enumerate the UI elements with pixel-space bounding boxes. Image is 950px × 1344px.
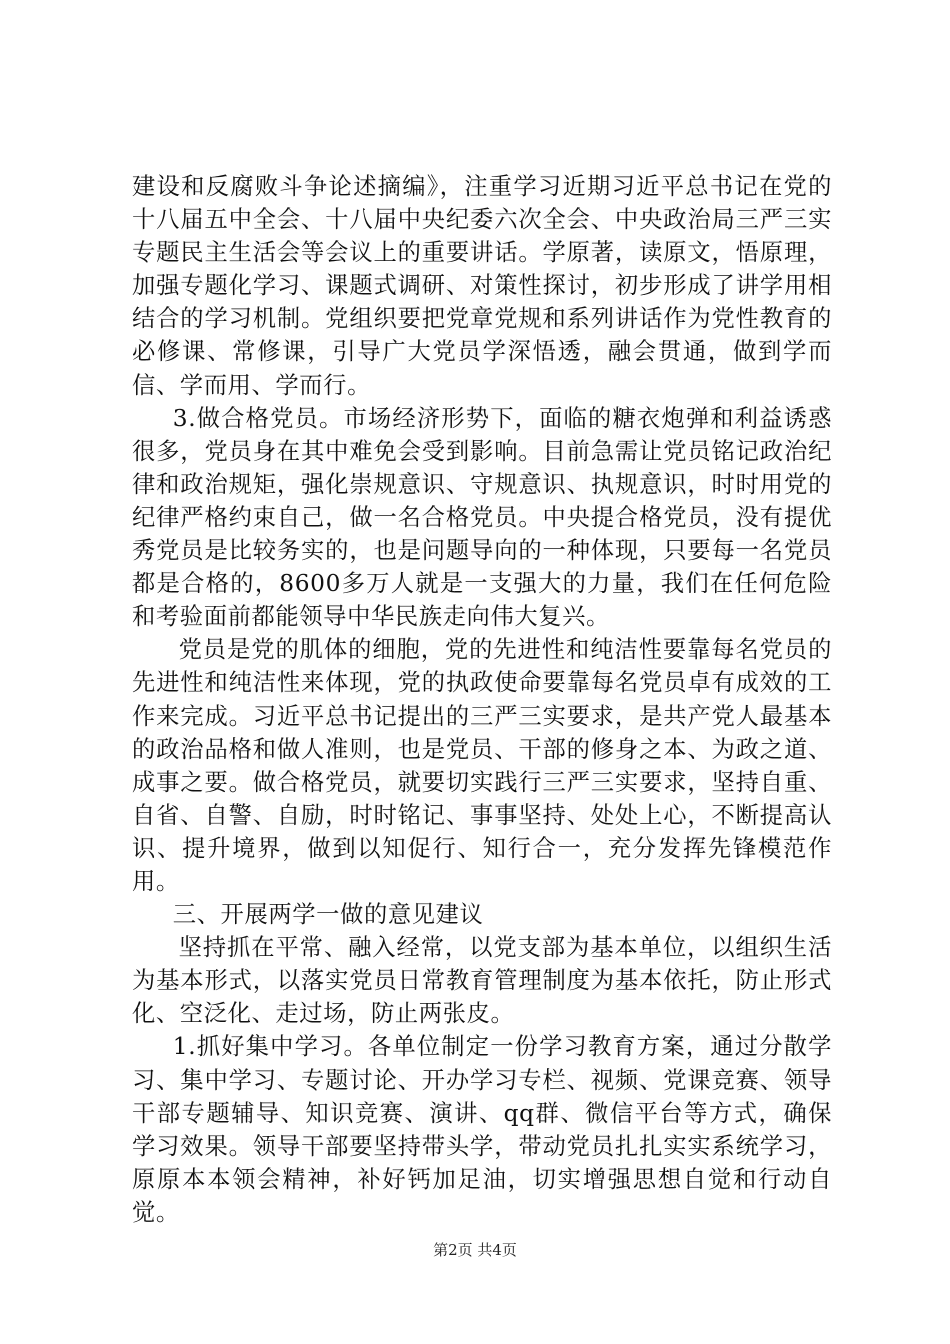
document-body — [132, 170, 832, 1229]
paragraph-qualified-member: 3.做合格党员。市场经济形势下，面临的糖衣炮弹和利益诱惑很多，党员身在其中难免会受到影响。目前急需让党员铭记政治纪律和政治规矩，强化崇规意识、守规意识、执规意识，时时用党的纪律严格约束自己，做一名合格党员。中央提合格党员，没有提优秀党员是比较务实的，也是问题导向的一种体现，只要每一名党员都是合格的，8600多万人就是一支强大的力量，我们在任何危险和考验面前都能领导中华民族走向伟大复兴。 — [132, 404, 832, 631]
section-heading-suggestions: 三、开展两学一做的意见建议 — [172, 901, 484, 929]
paragraph-centralized-study: 1.抓好集中学习。各单位制定一份学习教育方案，通过分散学习、集中学习、专题讨论、开办学习专栏、视频、党课竞赛、领导干部专题辅导、知识竞赛、演讲、qq群、微信平台等方式，确保学习效果。领导干部要坚持带头学，带动党员扎扎实实系统学习，原原本本领会精神，补好钙加足油，切实增强思想自觉和行动自觉。 — [132, 1033, 832, 1226]
page-footer: 第2页 共4页 — [433, 1241, 517, 1259]
paragraph-study-continuation: 建设和反腐败斗争论述摘编》，注重学习近期习近平总书记在党的十八届五中全会、十八届中央纪委六次全会、中央政治局三严三实专题民主生活会等会议上的重要讲话。学原著，读原文，悟原理，加强专题化学习、课题式调研、对策性探讨，初步形成了讲学用相结合的学习机制。党组织要把党章党规和系列讲话作为党性教育的必修课、常修课，引导广大党员学深悟透，融会贯通，做到学而信、学而用、学而行。 — [132, 173, 832, 399]
paragraph-persist: 坚持抓在平常、融入经常，以党支部为基本单位，以组织生活为基本形式，以落实党员日常教育管理制度为基本依托，防止形式化、空泛化、走过场，防止两张皮。 — [132, 934, 832, 1028]
paragraph-member-cell: 党员是党的肌体的细胞，党的先进性和纯洁性要靠每名党员的先进性和纯洁性来体现，党的执政使命要靠每名党员卓有成效的工作来完成。习近平总书记提出的三严三实要求，是共产党人最基本的政治品格和做人准则，也是党员、干部的修身之本、为政之道、成事之要。做合格党员，就要切实践行三严三实要求，坚持自重、自省、自警、自励，时时铭记、事事坚持、处处上心，不断提高认识、提升境界，做到以知促行、知行合一，充分发挥先锋模范作用。 — [132, 636, 832, 895]
